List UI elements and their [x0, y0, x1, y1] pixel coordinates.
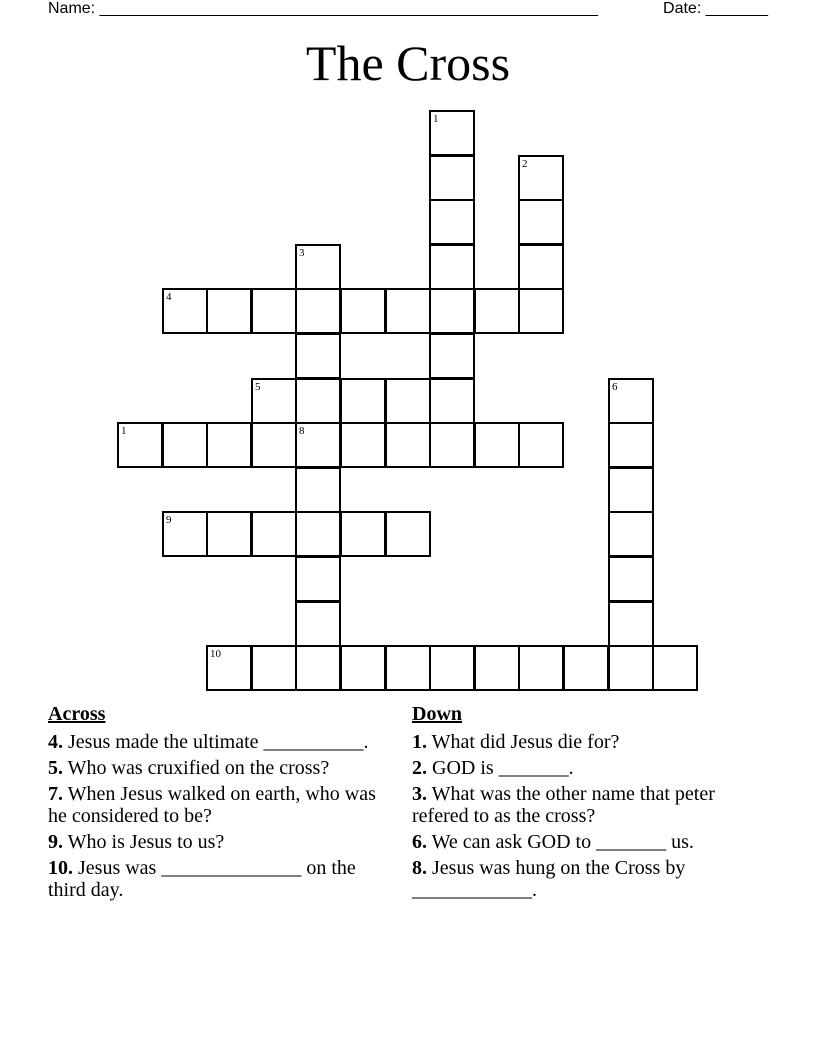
grid-cell[interactable] — [251, 288, 297, 334]
clue-text: What was the other name that peter refered to as the cross? — [412, 783, 715, 827]
grid-cell[interactable] — [295, 511, 341, 557]
grid-cell[interactable] — [652, 645, 698, 691]
clue-number-label: 5 — [255, 381, 261, 393]
grid-cell[interactable] — [429, 244, 475, 290]
grid-cell[interactable] — [340, 645, 386, 691]
clue-text: Jesus was ______________ on the third day. — [48, 857, 356, 901]
grid-cell[interactable] — [340, 422, 386, 468]
grid-cell[interactable] — [385, 422, 431, 468]
grid-cell[interactable] — [608, 378, 654, 424]
clue-text: Who is Jesus to us? — [63, 831, 225, 853]
grid-cell[interactable] — [608, 645, 654, 691]
grid-cell[interactable] — [518, 155, 564, 201]
clue-number-label: 3 — [299, 247, 305, 259]
down-clue — [412, 831, 752, 853]
grid-cell[interactable] — [608, 601, 654, 647]
grid-cell[interactable] — [429, 199, 475, 245]
clue-number-label: 6 — [612, 381, 618, 393]
clue-text: We can ask GOD to _______ us. — [427, 831, 694, 853]
grid-cell[interactable] — [295, 288, 341, 334]
grid-cell[interactable] — [162, 288, 208, 334]
grid-cell[interactable] — [295, 556, 341, 602]
down-clues — [412, 703, 752, 905]
grid-cell[interactable] — [340, 511, 386, 557]
clue-number: 8. — [412, 857, 427, 879]
grid-cell[interactable] — [295, 645, 341, 691]
grid-cell[interactable] — [295, 467, 341, 513]
grid-cell[interactable] — [608, 556, 654, 602]
grid-cell[interactable] — [206, 645, 252, 691]
across-clue — [48, 783, 383, 827]
name-field: Name: ________________________________________________________ — [48, 0, 598, 17]
clue-number: 3. — [412, 783, 427, 805]
grid-cell[interactable] — [474, 422, 520, 468]
grid-cell[interactable] — [117, 422, 163, 468]
clue-number: 10. — [48, 857, 73, 879]
grid-cell[interactable] — [429, 422, 475, 468]
grid-cell[interactable] — [429, 110, 475, 156]
down-clue — [412, 857, 752, 901]
grid-cell[interactable] — [518, 244, 564, 290]
down-clue — [412, 757, 752, 779]
across-clue — [48, 831, 383, 853]
grid-cell[interactable] — [474, 645, 520, 691]
grid-cell[interactable] — [429, 645, 475, 691]
clue-text: What did Jesus die for? — [427, 731, 620, 753]
clue-number-label: 4 — [166, 291, 172, 303]
grid-cell[interactable] — [295, 244, 341, 290]
grid-cell[interactable] — [518, 199, 564, 245]
grid-cell[interactable] — [608, 467, 654, 513]
clue-text: Who was cruxified on the cross? — [63, 757, 330, 779]
grid-cell[interactable] — [429, 378, 475, 424]
across-clue — [48, 857, 383, 901]
grid-cell[interactable] — [251, 645, 297, 691]
across-heading: Across — [48, 703, 106, 725]
grid-cell[interactable] — [295, 601, 341, 647]
puzzle-title: The Cross — [305, 35, 511, 91]
grid-cell[interactable] — [385, 511, 431, 557]
down-clue — [412, 731, 752, 753]
grid-cell[interactable] — [295, 422, 341, 468]
clue-number: 5. — [48, 757, 63, 779]
across-clue — [48, 731, 383, 753]
clue-number-label: 8 — [299, 425, 305, 437]
clue-number-label: 10 — [210, 648, 221, 660]
grid-cell[interactable] — [563, 645, 609, 691]
clue-text: GOD is _______. — [427, 757, 574, 779]
grid-cell[interactable] — [206, 422, 252, 468]
grid-cell[interactable] — [206, 511, 252, 557]
grid-cell[interactable] — [385, 378, 431, 424]
grid-cell[interactable] — [162, 422, 208, 468]
grid-cell[interactable] — [608, 422, 654, 468]
clue-number: 2. — [412, 757, 427, 779]
down-clue — [412, 783, 752, 827]
grid-cell[interactable] — [429, 288, 475, 334]
grid-cell[interactable] — [608, 511, 654, 557]
clue-number: 9. — [48, 831, 63, 853]
grid-cell[interactable] — [206, 288, 252, 334]
grid-cell[interactable] — [251, 422, 297, 468]
grid-cell[interactable] — [385, 288, 431, 334]
grid-cell[interactable] — [518, 645, 564, 691]
clue-number: 6. — [412, 831, 427, 853]
down-heading: Down — [412, 703, 463, 725]
grid-cell[interactable] — [518, 422, 564, 468]
clue-number-label: 1 — [121, 425, 127, 437]
grid-cell[interactable] — [385, 645, 431, 691]
date-field: Date: _______ — [663, 0, 768, 17]
clue-number: 4. — [48, 731, 63, 753]
grid-cell[interactable] — [251, 511, 297, 557]
clue-number: 1. — [412, 731, 427, 753]
clue-text: Jesus was hung on the Cross by ____________. — [412, 857, 686, 901]
across-clues — [48, 703, 383, 905]
grid-cell[interactable] — [162, 511, 208, 557]
clue-number-label: 9 — [166, 514, 172, 526]
across-clue — [48, 757, 383, 779]
grid-cell[interactable] — [474, 288, 520, 334]
grid-cell[interactable] — [340, 288, 386, 334]
grid-cell[interactable] — [429, 155, 475, 201]
grid-cell[interactable] — [251, 378, 297, 424]
clue-number-label: 2 — [522, 158, 528, 170]
clue-number-label: 1 — [433, 113, 439, 125]
grid-cell[interactable] — [429, 333, 475, 379]
clue-text: When Jesus walked on earth, who was he considered to be? — [48, 783, 376, 827]
clue-number: 7. — [48, 783, 63, 805]
grid-cell[interactable] — [295, 333, 341, 379]
grid-cell[interactable] — [518, 288, 564, 334]
grid-cell[interactable] — [295, 378, 341, 424]
clue-text: Jesus made the ultimate __________. — [63, 731, 369, 753]
grid-cell[interactable] — [340, 378, 386, 424]
